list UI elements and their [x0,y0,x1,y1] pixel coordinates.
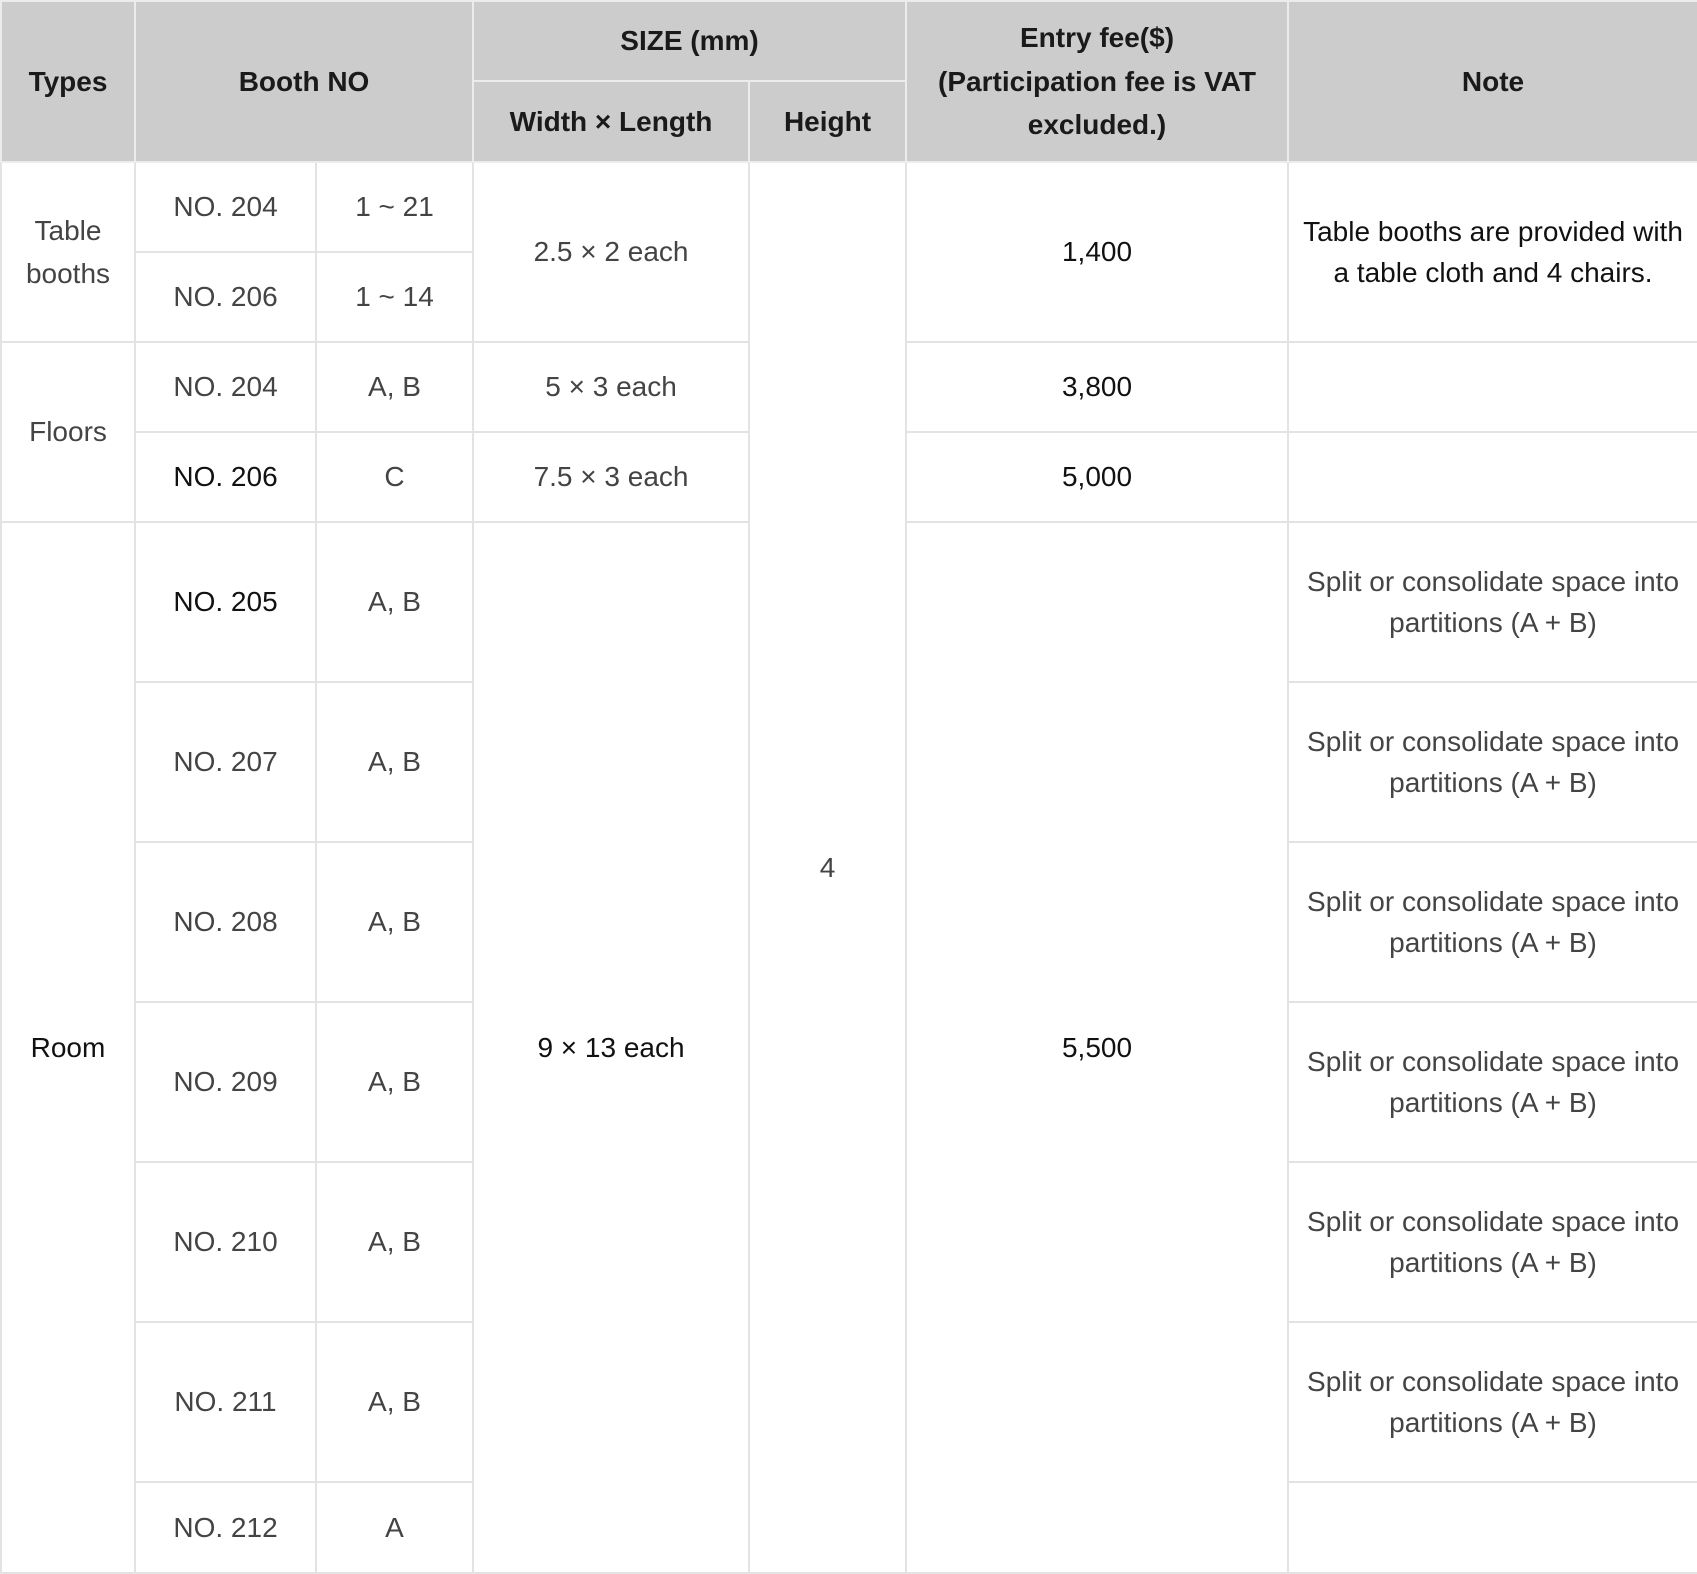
type-room: Room [1,522,135,1573]
type-table-booths: Table booths [1,162,135,342]
header-width-length: Width × Length [473,81,749,162]
header-types: Types [1,1,135,162]
booth-range: A, B [316,1322,473,1482]
note-room: Split or consolidate space into partitions (A + B) [1288,1162,1697,1322]
booth-number: NO. 206 [135,432,316,522]
header-entry-fee-title: Entry fee($) [1019,22,1175,54]
height-value: 4 [749,162,906,1573]
booth-range: C [316,432,473,522]
booth-number: NO. 210 [135,1162,316,1322]
booth-range: A, B [316,522,473,682]
booth-number: NO. 205 [135,522,316,682]
header-booth-no: Booth NO [135,1,473,162]
note-table-booths: Table booths are provided with a table cloth and 4 chairs. [1288,162,1697,342]
booth-number: NO. 209 [135,1002,316,1162]
booth-range: A, B [316,1002,473,1162]
booth-number: NO. 204 [135,342,316,432]
note-room: Split or consolidate space into partitions (A + B) [1288,522,1697,682]
booth-number: NO. 206 [135,252,316,342]
note-room: Split or consolidate space into partitions (A + B) [1288,842,1697,1002]
booth-range: 1 ~ 21 [316,162,473,252]
header-size: SIZE (mm) [473,1,906,81]
booth-number: NO. 208 [135,842,316,1002]
booth-range: A, B [316,682,473,842]
size-room: 9 × 13 each [473,522,749,1573]
note-floors-ab [1288,342,1697,432]
size-floors-ab: 5 × 3 each [473,342,749,432]
booth-range: 1 ~ 14 [316,252,473,342]
booth-number: NO. 204 [135,162,316,252]
booth-number: NO. 212 [135,1482,316,1573]
note-room: Split or consolidate space into partitions (A + B) [1288,1002,1697,1162]
type-floors: Floors [1,342,135,522]
booth-number: NO. 211 [135,1322,316,1482]
note-floors-c [1288,432,1697,522]
header-entry-fee [906,1,1288,162]
booth-range: A, B [316,1162,473,1322]
size-floors-c: 7.5 × 3 each [473,432,749,522]
fee-floors-ab: 3,800 [906,342,1288,432]
fee-room: 5,500 [906,522,1288,1573]
table-row [1,162,1697,252]
note-room: Split or consolidate space into partitions (A + B) [1288,1322,1697,1482]
booth-range: A, B [316,842,473,1002]
booth-number: NO. 207 [135,682,316,842]
booth-range: A, B [316,342,473,432]
note-room: Split or consolidate space into partitions (A + B) [1288,682,1697,842]
header-height: Height [749,81,906,162]
fee-table-booths: 1,400 [906,162,1288,342]
booth-range: A [316,1482,473,1573]
note-room [1288,1482,1697,1573]
fee-floors-c: 5,000 [906,432,1288,522]
header-entry-fee-subtitle: (Participation fee is VAT excluded.) [938,65,1256,141]
header-note: Note [1288,1,1697,162]
size-table-booths: 2.5 × 2 each [473,162,749,342]
